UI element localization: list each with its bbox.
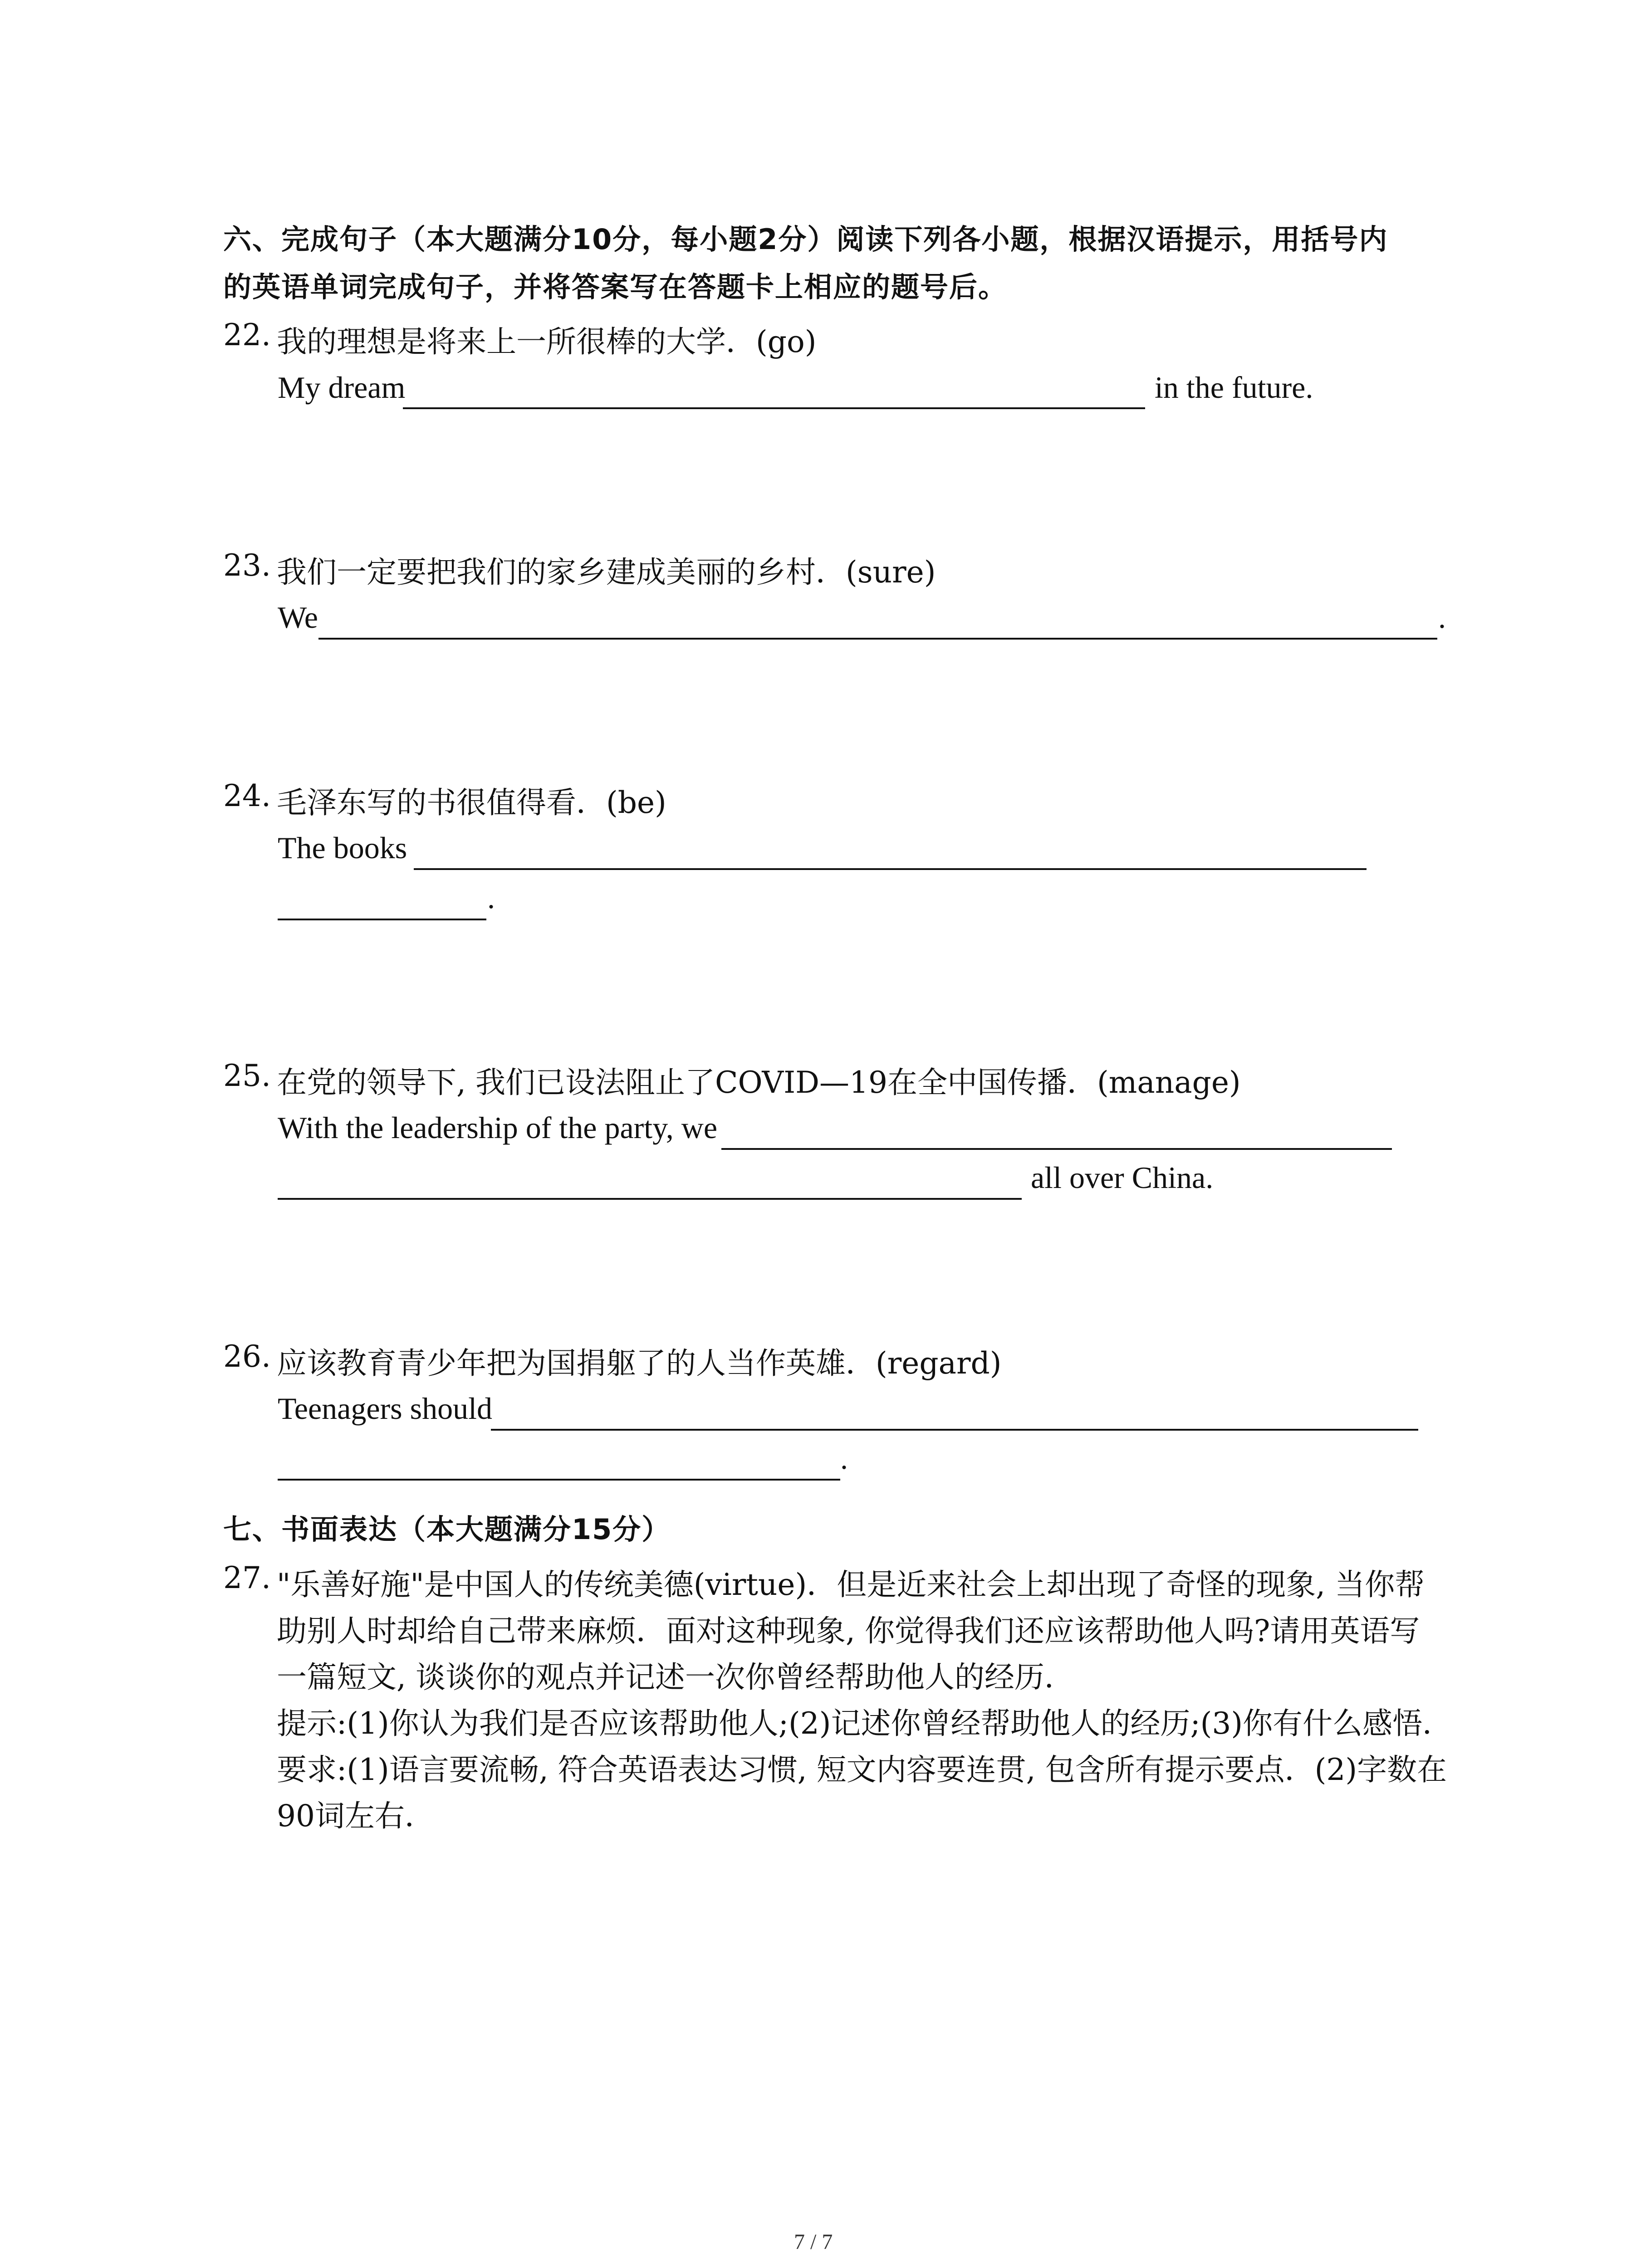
answer-blank[interactable] <box>403 407 1145 409</box>
answer-blank-line-2[interactable] <box>278 919 486 920</box>
essay-prompt-line: 助别人时却给自己带来麻烦．面对这种现象, 你觉得我们还应该帮助他人吗?请用英语写 <box>277 1613 1420 1648</box>
section-6-heading-line-1: 六、完成句子（本大题满分10分，每小题2分）阅读下列各小题，根据汉语提示，用括号内 <box>223 223 1388 256</box>
section-7-heading: 七、书面表达（本大题满分15分） <box>223 1513 671 1546</box>
answer-lead: My dream <box>278 370 406 405</box>
question-number: 26. <box>223 1339 271 1374</box>
answer-blank-line-2[interactable] <box>278 1198 1022 1200</box>
question-number: 23. <box>223 548 271 583</box>
answer-tail: . <box>840 1441 848 1476</box>
answer-lead: Teenagers should <box>278 1391 492 1426</box>
question-prompt: 应该教育青少年把为国捐躯了的人当作英雄．(regard) <box>277 1346 1002 1381</box>
question-prompt: 在党的领导下, 我们已设法阻止了COVID—19在全中国传播．(manage) <box>277 1065 1241 1100</box>
essay-requirement-line: 90词左右． <box>277 1799 435 1833</box>
question-prompt: 我的理想是将来上一所很棒的大学．(go) <box>277 324 817 359</box>
essay-prompt-line: "乐善好施"是中国人的传统美德(virtue)．但是近来社会上却出现了奇怪的现象, 当你帮 <box>277 1567 1425 1602</box>
answer-tail: in the future. <box>1155 370 1313 405</box>
answer-lead: With the leadership of the party, we <box>278 1110 718 1145</box>
answer-blank-line-1[interactable] <box>414 868 1367 870</box>
answer-tail: all over China. <box>1031 1160 1214 1195</box>
section-6-heading-line-2: 的英语单词完成句子，并将答案写在答题卡上相应的题号后。 <box>223 270 1008 303</box>
essay-hint-line: 提示:(1)你认为我们是否应该帮助他人;(2)记述你曾经帮助他人的经历;(3)你有什么感悟． <box>277 1706 1453 1741</box>
question-number: 24. <box>223 778 271 813</box>
question-prompt: 我们一定要把我们的家乡建成美丽的乡村．(sure) <box>277 555 936 590</box>
answer-blank[interactable] <box>318 638 1437 640</box>
answer-blank-line-1[interactable] <box>721 1148 1392 1150</box>
question-number: 27. <box>223 1560 271 1595</box>
answer-lead: The books <box>278 831 407 865</box>
answer-tail: . <box>1438 600 1446 635</box>
answer-blank-line-1[interactable] <box>491 1429 1418 1431</box>
answer-tail: . <box>487 880 495 915</box>
question-prompt: 毛泽东写的书很值得看．(be) <box>277 785 666 820</box>
page-number: 7 / 7 <box>794 2230 833 2254</box>
question-number: 25. <box>223 1058 271 1093</box>
answer-blank-line-2[interactable] <box>278 1479 840 1481</box>
essay-prompt-line: 一篇短文, 谈谈你的观点并记述一次你曾经帮助他人的经历． <box>277 1660 1074 1695</box>
answer-lead: We <box>278 600 318 635</box>
essay-requirement-line: 要求:(1)语言要流畅, 符合英语表达习惯, 短文内容要连贯, 包含所有提示要点．(2)字数在 <box>277 1752 1447 1787</box>
question-number: 22. <box>223 318 271 352</box>
